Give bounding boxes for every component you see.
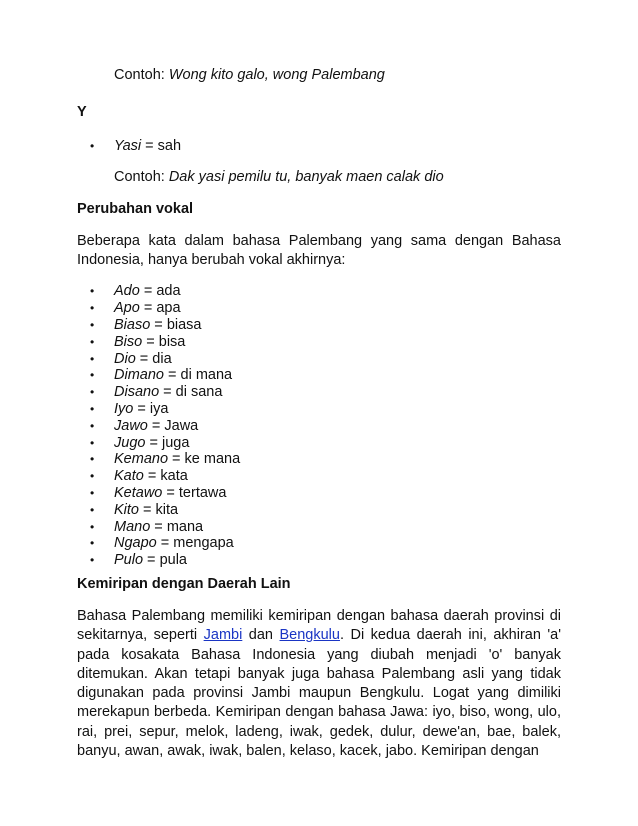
bullet-icon: • [90, 368, 95, 383]
term: Kito [114, 501, 139, 518]
separator: = [141, 138, 158, 154]
separator: = [168, 451, 185, 468]
term: Iyo [114, 400, 134, 417]
bullet-icon: • [90, 401, 95, 416]
separator: = [139, 300, 157, 317]
example-label: Contoh: [114, 67, 169, 83]
separator: = [156, 535, 174, 552]
y-list [77, 138, 561, 155]
kemiripan-paragraph [77, 607, 561, 761]
list-item [77, 283, 561, 300]
bullet-icon: • [90, 519, 95, 534]
term: Mano [114, 518, 151, 535]
list-item [77, 384, 561, 401]
bullet-icon: • [90, 284, 95, 299]
bullet-icon: • [90, 553, 95, 568]
meaning: biasa [166, 316, 202, 333]
term: Ado [114, 283, 140, 300]
heading-perubahan-vokal: Perubahan vokal [77, 200, 194, 217]
meaning: kita [155, 501, 179, 518]
separator: = [162, 484, 179, 501]
list-item [77, 351, 561, 368]
list-item [77, 334, 561, 351]
link-bengkulu[interactable]: Bengkulu [279, 627, 340, 644]
bullet-icon: • [90, 469, 95, 484]
separator: = [147, 417, 165, 434]
meaning: Jawa [164, 417, 199, 434]
meaning: juga [161, 434, 190, 451]
bullet-icon: • [90, 418, 95, 433]
term: Biaso [114, 316, 151, 333]
meaning: pula [159, 552, 187, 569]
term: Jugo [114, 434, 146, 451]
separator: = [139, 501, 156, 518]
heading-kemiripan: Kemiripan dengan Daerah Lain [77, 575, 291, 592]
example-palembang [114, 66, 561, 85]
separator: = [150, 518, 167, 535]
bullet-icon: • [90, 139, 95, 153]
heading-y: Y [77, 104, 87, 120]
list-item [77, 552, 561, 569]
document-page [77, 66, 561, 761]
list-item [77, 138, 561, 155]
term: Kato [114, 468, 144, 485]
separator: = [139, 283, 157, 300]
meaning: kata [160, 468, 188, 485]
example-text: Dak yasi pemilu tu, banyak maen calak dio [168, 168, 444, 185]
bullet-icon: • [90, 485, 95, 500]
separator: = [133, 400, 150, 417]
vokal-list [77, 283, 561, 569]
list-item [77, 317, 561, 334]
bullet-icon: • [90, 317, 95, 332]
meaning: mana [166, 518, 204, 535]
term: Yasi [114, 138, 142, 154]
separator: = [135, 350, 153, 367]
meaning: di mana [180, 367, 233, 384]
example-label: Contoh: [114, 168, 169, 185]
kemiripan-text-2: dan [242, 627, 280, 644]
term: Jawo [114, 417, 148, 434]
example-text: Wong kito galo, wong Palembang [168, 67, 385, 83]
bullet-icon: • [90, 502, 95, 517]
list-item [77, 435, 561, 452]
term: Dimano [114, 367, 164, 384]
bullet-icon: • [90, 385, 95, 400]
kemiripan-text-3: . Di kedua daerah ini, akhiran 'a' pada kosakata Bahasa Indonesia yang diubah menjadi 'o' banyak ditemukan. Akan tetapi banyak juga bahasa Palembang asli yang tidak digunakan pada provinsi Jambi maupun Bengkulu. Logat yang dimiliki merekapun berbeda. Kemiripan dengan bahasa Jawa: iyo, biso, wong, ulo, rai, prei, sepur, melok, ladeng, iwak, gedek, dulur, dewe'an, bae, balek, banyu, awan, awak, iwak, balen, kelaso, kacek, jabo. Kemiripan dengan [77, 627, 561, 760]
kemiripan-text-1: Bahasa Palembang memiliki kemiripan dengan bahasa daerah provinsi di sekitarnya, seperti [77, 607, 561, 644]
meaning: ke mana [184, 451, 241, 468]
term: Disano [114, 384, 160, 401]
meaning: mengapa [173, 535, 234, 552]
meaning: apa [156, 300, 181, 317]
term: Pulo [114, 552, 144, 569]
term: Dio [114, 350, 136, 367]
meaning: dia [152, 350, 172, 367]
term: Biso [114, 333, 143, 350]
bullet-icon: • [90, 351, 95, 366]
list-item [77, 451, 561, 468]
bullet-icon: • [90, 435, 95, 450]
separator: = [150, 316, 167, 333]
list-item [77, 535, 561, 552]
vokal-paragraph: Beberapa kata dalam bahasa Palembang yang sama dengan Bahasa Indonesia, hanya berubah vokal akhirnya: [77, 232, 561, 269]
list-item [77, 401, 561, 418]
list-item [77, 418, 561, 435]
bullet-icon: • [90, 334, 95, 349]
bullet-icon: • [90, 452, 95, 467]
example-yasi [114, 168, 561, 187]
separator: = [142, 333, 159, 350]
meaning: tertawa [178, 484, 227, 501]
term: Apo [114, 300, 140, 317]
list-item [77, 367, 561, 384]
bullet-icon: • [90, 301, 95, 316]
separator: = [143, 468, 161, 485]
separator: = [163, 367, 181, 384]
meaning: iya [149, 400, 169, 417]
term: Ketawo [114, 484, 163, 501]
meaning: bisa [158, 333, 186, 350]
list-item [77, 485, 561, 502]
list-item [77, 502, 561, 519]
list-item [77, 519, 561, 536]
meaning: ada [156, 283, 181, 300]
separator: = [143, 552, 160, 569]
term: Ngapo [114, 535, 157, 552]
meaning: sah [157, 138, 182, 154]
list-item [77, 300, 561, 317]
separator: = [145, 434, 162, 451]
link-jambi[interactable]: Jambi [203, 627, 243, 644]
bullet-icon: • [90, 536, 95, 551]
list-item [77, 468, 561, 485]
meaning: di sana [175, 384, 223, 401]
term: Kemano [114, 451, 169, 468]
separator: = [159, 384, 176, 401]
